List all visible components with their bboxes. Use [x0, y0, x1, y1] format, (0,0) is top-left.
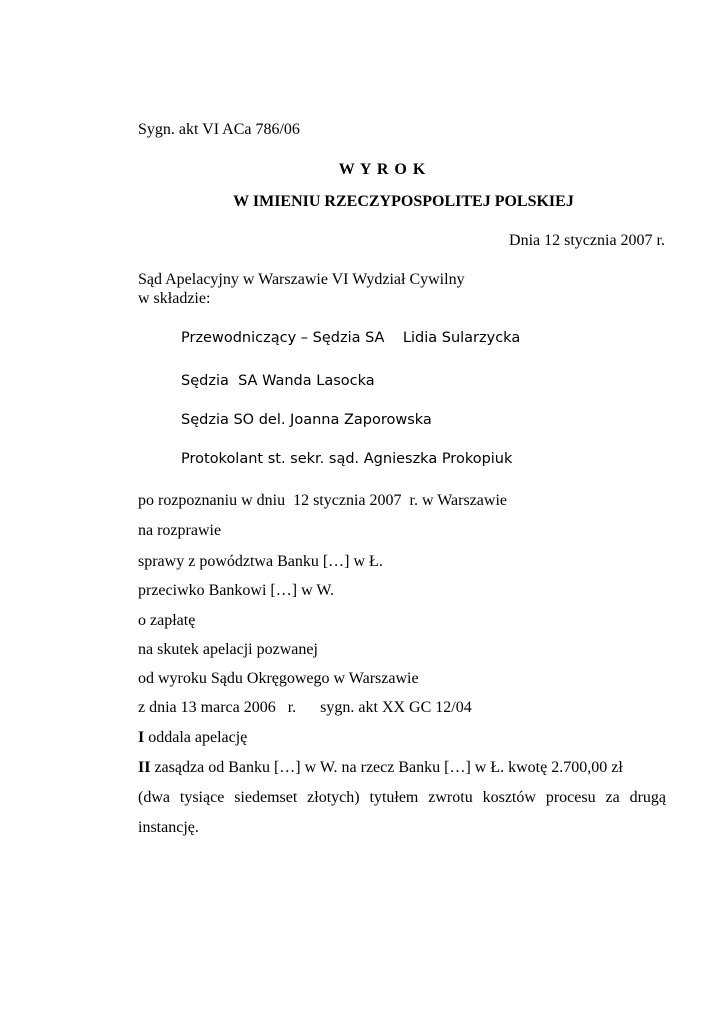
judge-1: Sędzia SA Wanda Lasocka [181, 373, 375, 389]
presiding-judge: Przewodniczący – Sędzia SA Lidia Sularzycka [181, 330, 521, 346]
proceedings-line-3: sprawy z powództwa Banku […] w Ł. [138, 553, 383, 570]
ruling-point-1-number: I [138, 729, 145, 746]
proceedings-line-8: z dnia 13 marca 2006 r. sygn. akt XX GC 12/04 [138, 699, 472, 716]
judgment-date: Dnia 12 stycznia 2007 r. [509, 232, 665, 249]
proceedings-line-5: o zapłatę [138, 612, 196, 629]
ruling-point-2-line-1: zasądza od Banku […] w W. na rzecz Banku […] w Ł. kwotę 2.700,00 zł [150, 759, 623, 776]
court-clerk: Protokolant st. sekr. sąd. Agnieszka Prokopiuk [181, 451, 513, 467]
proceedings-line-1: po rozpoznaniu w dniu 12 stycznia 2007 r. w Warszawie [138, 492, 507, 509]
ruling-point-2-line-3: instancję. [138, 819, 199, 836]
proceedings-line-7: od wyroku Sądu Okręgowego w Warszawie [138, 670, 419, 687]
case-signature: Sygn. akt VI ACa 786/06 [138, 121, 300, 138]
proceedings-line-2: na rozprawie [138, 522, 222, 539]
proceedings-line-6: na skutek apelacji pozwanej [138, 641, 318, 658]
judgment-subtitle: W IMIENIU RZECZYPOSPOLITEJ POLSKIEJ [233, 193, 574, 210]
ruling-point-1-text: oddala apelację [144, 729, 248, 746]
ruling-point-2-number: II [138, 759, 151, 776]
judgment-title: W Y R O K [338, 161, 427, 178]
ruling-point-2 [138, 759, 668, 777]
proceedings-line-4: przeciwko Bankowi […] w W. [138, 582, 334, 599]
ruling-point-1 [138, 729, 247, 747]
ruling-point-2-line-2: (dwa tysiące siedemset złotych) tytułem zwrotu kosztów procesu za drugą [138, 789, 666, 806]
composition-label: w składzie: [138, 290, 211, 307]
court-name: Sąd Apelacyjny w Warszawie VI Wydział Cywilny [138, 271, 465, 288]
judge-2: Sędzia SO del. Joanna Zaporowska [181, 412, 432, 428]
